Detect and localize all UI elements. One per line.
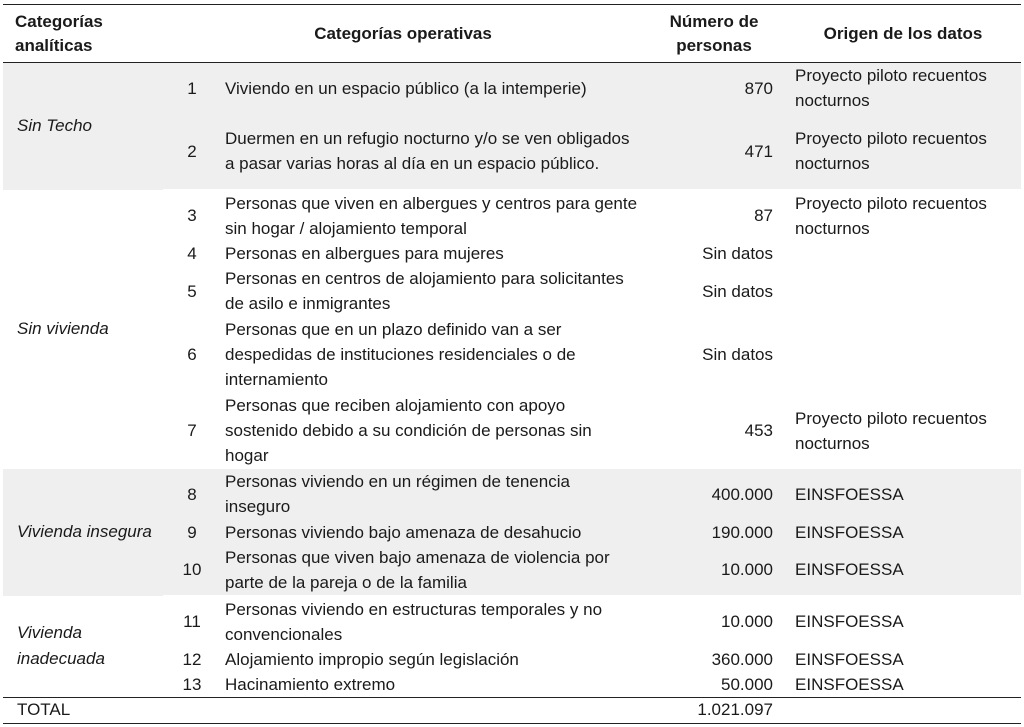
row-description: Personas que en un plazo definido van a ser despedidas de instituciones residenciales o de internamiento xyxy=(225,320,576,389)
total-source-empty xyxy=(785,697,1021,723)
table-row xyxy=(3,596,1021,647)
row-count: 87 xyxy=(754,206,774,225)
row-description: Alojamiento impropio según legislación xyxy=(225,649,519,669)
header-operative-categories: Categorías operativas xyxy=(314,23,492,43)
row-count: 471 xyxy=(643,114,785,190)
row-number: 7 xyxy=(187,421,197,440)
group-label-vivienda-insegura: Vivienda insegura xyxy=(3,469,163,596)
row-description: Personas viviendo en estructuras temporales y no convencionales xyxy=(225,599,603,644)
row-number: 1 xyxy=(163,63,221,114)
homelessness-table xyxy=(3,4,1021,724)
row-description: Personas viviendo bajo amenaza de desahucio xyxy=(221,520,643,545)
row-description: Personas en albergues para mujeres xyxy=(225,243,504,263)
row-count: 10.000 xyxy=(643,545,785,596)
row-count: Sin datos xyxy=(702,281,774,301)
row-description: Duermen en un refugio nocturno y/o se ven obligados a pasar varias horas al día en un espacio público. xyxy=(221,114,643,190)
row-source: Proyecto piloto recuentos nocturnos xyxy=(795,408,987,453)
row-description: Personas que reciben alojamiento con apoyo sostenido debido a su condición de personas sin hogar xyxy=(225,396,592,465)
group-label-sin-techo: Sin Techo xyxy=(3,63,163,190)
total-row xyxy=(3,697,1021,723)
row-source: EINSFOESSA xyxy=(785,545,1021,596)
row-count: 400.000 xyxy=(643,469,785,520)
row-number: 9 xyxy=(163,520,221,545)
row-source: Proyecto piloto recuentos nocturnos xyxy=(785,114,1021,190)
row-number: 13 xyxy=(182,674,202,694)
row-number: 6 xyxy=(187,345,197,364)
row-source: EINSFOESSA xyxy=(795,649,904,669)
row-source xyxy=(785,241,1021,266)
row-description: Hacinamiento extremo xyxy=(225,674,396,694)
row-source: EINSFOESSA xyxy=(785,469,1021,520)
row-source: EINSFOESSA xyxy=(795,612,904,631)
row-count: 50.000 xyxy=(721,674,774,694)
row-source: Proyecto piloto recuentos nocturnos xyxy=(785,63,1021,114)
row-description: Viviendo en un espacio público (a la intemperie) xyxy=(221,63,643,114)
row-source xyxy=(785,317,1021,393)
row-number: 2 xyxy=(163,114,221,190)
row-number: 12 xyxy=(182,649,202,669)
table-row xyxy=(3,190,1021,241)
row-number: 8 xyxy=(163,469,221,520)
row-count: 360.000 xyxy=(711,649,774,669)
header-data-origin: Origen de los datos xyxy=(823,23,983,43)
total-label: TOTAL xyxy=(3,697,643,723)
table-row xyxy=(3,63,1021,114)
header-number-of-people: Número de personas xyxy=(669,11,759,55)
row-source: Proyecto piloto recuentos nocturnos xyxy=(795,193,987,238)
row-source xyxy=(785,266,1021,317)
row-description: Personas viviendo en un régimen de tenencia inseguro xyxy=(221,469,643,520)
group-label-vivienda-inadecuada: Vivienda inadecuada xyxy=(17,623,105,668)
row-count: Sin datos xyxy=(702,243,774,263)
row-number: 10 xyxy=(163,545,221,596)
row-count: Sin datos xyxy=(702,345,774,364)
row-description: Personas en centros de alojamiento para solicitantes de asilo e inmigrantes xyxy=(225,269,624,313)
table-row xyxy=(3,469,1021,520)
row-number: 11 xyxy=(183,612,201,631)
row-count: 190.000 xyxy=(643,520,785,545)
row-source: EINSFOESSA xyxy=(795,674,904,694)
row-source: EINSFOESSA xyxy=(785,520,1021,545)
row-count: 453 xyxy=(744,421,774,440)
header-analytic-categories: Categorías analíticas xyxy=(15,11,103,55)
row-description: Personas que viven bajo amenaza de violencia por parte de la pareja o de la familia xyxy=(221,545,643,596)
row-description: Personas que viven en albergues y centros para gente sin hogar / alojamiento temporal xyxy=(225,193,638,238)
group-label-sin-vivienda: Sin vivienda xyxy=(17,319,109,338)
total-value: 1.021.097 xyxy=(643,697,785,723)
row-count: 10.000 xyxy=(721,612,774,631)
row-number: 4 xyxy=(187,243,197,263)
header-row xyxy=(3,5,1021,63)
row-count: 870 xyxy=(643,63,785,114)
row-number: 5 xyxy=(187,281,197,301)
row-number: 3 xyxy=(187,206,197,225)
